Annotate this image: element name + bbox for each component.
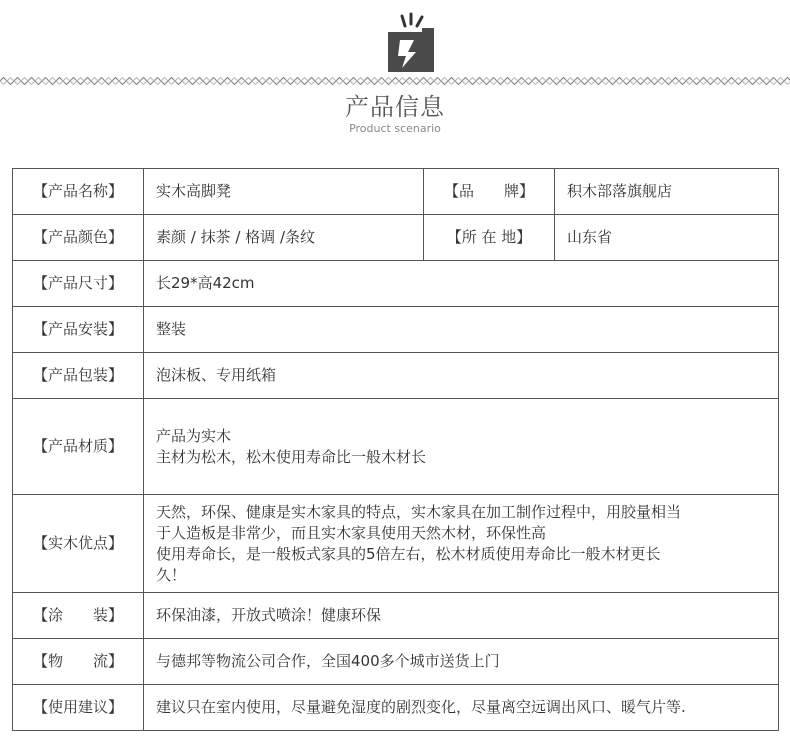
table-row xyxy=(13,353,779,399)
table-row xyxy=(13,215,779,261)
table-row xyxy=(13,307,779,353)
row-label: 【涂 装】 xyxy=(13,593,144,639)
row-label: 【产品尺寸】 xyxy=(13,261,144,307)
row-value-line: 于人造板是非常少，而且实木家具使用天然木材，环保性高 xyxy=(156,523,547,542)
row-value-line: 久！ xyxy=(156,565,187,584)
section-subtitle: Product scenario xyxy=(349,122,441,135)
row-value: 与德邦等物流公司合作，全国400多个城市送货上门 xyxy=(144,639,779,685)
row-value: 素颜 / 抹茶 / 格调 /条纹 xyxy=(144,215,424,261)
row-value: 山东省 xyxy=(555,215,779,261)
row-value xyxy=(144,399,779,495)
row-value xyxy=(144,495,779,593)
table-row xyxy=(13,261,779,307)
row-value: 环保油漆，开放式喷涂！健康环保 xyxy=(144,593,779,639)
row-label: 【产品材质】 xyxy=(13,399,144,495)
row-label: 【产品颜色】 xyxy=(13,215,144,261)
row-value-line: 使用寿命长，是一般板式家具的5倍左右，松木材质使用寿命比一般木材更长 xyxy=(156,544,661,563)
section-header xyxy=(0,92,790,136)
row-label: 【产品安装】 xyxy=(13,307,144,353)
row-value-line: 主材为松木，松木使用寿命比一般木材长 xyxy=(156,447,427,466)
row-value: 长29*高42cm xyxy=(144,261,779,307)
table-row xyxy=(13,639,779,685)
brand-logo-icon xyxy=(378,12,442,76)
row-label: 【物 流】 xyxy=(13,639,144,685)
row-label: 【实木优点】 xyxy=(13,495,144,593)
product-info-table xyxy=(12,168,779,731)
table-row xyxy=(13,685,779,731)
row-label: 【产品名称】 xyxy=(13,169,144,215)
row-label: 【所 在 地】 xyxy=(424,215,555,261)
table-row xyxy=(13,593,779,639)
row-value: 泡沫板、专用纸箱 xyxy=(144,353,779,399)
row-label: 【产品包装】 xyxy=(13,353,144,399)
row-value: 积木部落旗舰店 xyxy=(555,169,779,215)
table-row xyxy=(13,399,779,495)
row-value: 实木高脚凳 xyxy=(144,169,424,215)
row-value-line: 产品为实木 xyxy=(156,426,232,445)
section-title: 产品信息 xyxy=(345,93,445,121)
row-value: 建议只在室内使用，尽量避免湿度的剧烈变化，尽量离空远调出风口、暖气片等. xyxy=(144,685,779,731)
table-row xyxy=(13,495,779,593)
decorative-divider xyxy=(0,77,790,85)
row-label: 【使用建议】 xyxy=(13,685,144,731)
table-row xyxy=(13,169,779,215)
row-value: 整装 xyxy=(144,307,779,353)
row-label: 【品 牌】 xyxy=(424,169,555,215)
row-value-line: 天然，环保、健康是实木家具的特点，实木家具在加工制作过程中，用胶量相当 xyxy=(156,502,682,521)
